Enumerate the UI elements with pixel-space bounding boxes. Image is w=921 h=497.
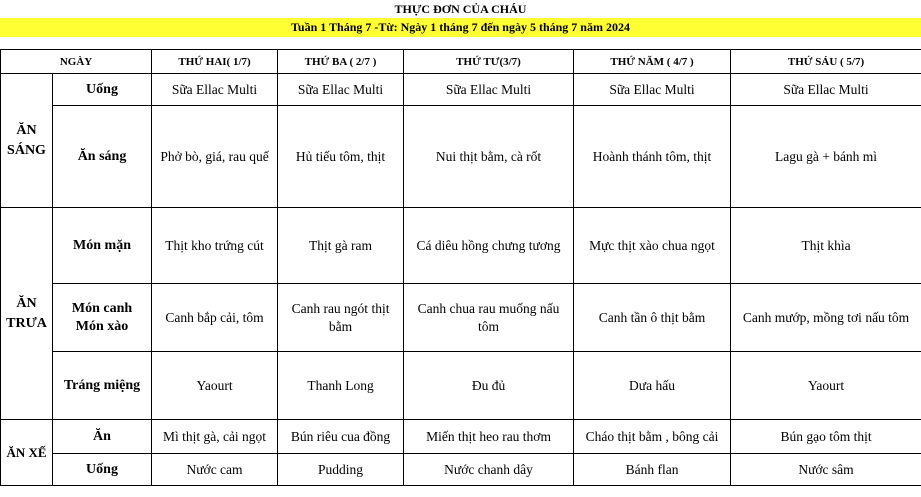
menu-table [0, 49, 921, 486]
snack-food-fri: Bún gạo tôm thịt [731, 420, 921, 454]
lunch-soup-wed-line2: tôm [478, 318, 500, 334]
col-header-tue: THỨ BA ( 2/7 ) [278, 50, 404, 74]
lunch-soup-thu: Canh tần ô thịt bằm [574, 284, 731, 352]
lunch-soup-wed [404, 284, 574, 352]
lunch-soup-label-line2: Món xào [75, 318, 129, 334]
lunch-savory-fri: Thịt khìa [731, 208, 921, 284]
breakfast-drink-wed: Sữa Ellac Multi [404, 74, 574, 106]
breakfast-food-tue: Hủ tiếu tôm, thịt [278, 106, 404, 208]
col-header-day: NGÀY [1, 50, 152, 74]
lunch-soup-label [53, 284, 152, 352]
breakfast-drink-row [1, 74, 921, 106]
breakfast-food-thu: Hoành thánh tôm, thịt [574, 106, 731, 208]
lunch-dessert-row [1, 352, 921, 420]
breakfast-food-mon: Phở bò, giá, rau quế [152, 106, 278, 208]
breakfast-drink-tue: Sữa Ellac Multi [278, 74, 404, 106]
lunch-label [1, 208, 53, 420]
lunch-soup-label-line1: Món canh [71, 300, 133, 316]
snack-drink-tue: Pudding [278, 454, 404, 486]
lunch-dessert-thu: Dưa hấu [574, 352, 731, 420]
lunch-soup-wed-line1: Canh chua rau muống nấu [417, 300, 560, 316]
lunch-savory-tue: Thịt gà ram [278, 208, 404, 284]
lunch-savory-row [1, 208, 921, 284]
snack-drink-fri: Nước sâm [731, 454, 921, 486]
breakfast-drink-thu: Sữa Ellac Multi [574, 74, 731, 106]
lunch-savory-wed: Cá diêu hồng chưng tương [404, 208, 574, 284]
lunch-savory-label: Món mặn [53, 208, 152, 284]
breakfast-food-wed: Nui thịt bằm, cà rốt [404, 106, 574, 208]
breakfast-drink-mon: Sữa Ellac Multi [152, 74, 278, 106]
snack-food-mon: Mì thịt gà, cải ngọt [152, 420, 278, 454]
breakfast-label-line2: SÁNG [7, 142, 46, 158]
snack-drink-thu: Bánh flan [574, 454, 731, 486]
lunch-soup-fri: Canh mướp, mồng tơi nấu tôm [731, 284, 921, 352]
lunch-label-line2: TRƯA [6, 315, 47, 331]
lunch-soup-tue [278, 284, 404, 352]
col-header-mon: THỨ HAI( 1/7) [152, 50, 278, 74]
snack-food-row [1, 420, 921, 454]
col-header-wed: THỨ TƯ(3/7) [404, 50, 574, 74]
snack-food-tue: Bún riêu cua đồng [278, 420, 404, 454]
breakfast-food-label: Ăn sáng [53, 106, 152, 208]
lunch-soup-tue-line1: Canh rau ngót thịt [291, 300, 390, 316]
breakfast-food-row [1, 106, 921, 208]
header-row [1, 50, 921, 74]
snack-drink-mon: Nước cam [152, 454, 278, 486]
lunch-dessert-label: Tráng miệng [53, 352, 152, 420]
breakfast-food-fri: Lagu gà + bánh mì [731, 106, 921, 208]
snack-food-label: Ăn [53, 420, 152, 454]
lunch-soup-row [1, 284, 921, 352]
lunch-soup-mon: Canh bắp cải, tôm [152, 284, 278, 352]
spacer [0, 37, 921, 49]
snack-label: ĂN XẾ [1, 420, 53, 486]
snack-drink-wed: Nước chanh dây [404, 454, 574, 486]
snack-food-wed: Miến thịt heo rau thơm [404, 420, 574, 454]
col-header-thu: THỨ NĂM ( 4/7 ) [574, 50, 731, 74]
lunch-dessert-mon: Yaourt [152, 352, 278, 420]
breakfast-drink-fri: Sữa Ellac Multi [731, 74, 921, 106]
snack-drink-row [1, 454, 921, 486]
menu-subtitle: Tuần 1 Tháng 7 -Từ: Ngày 1 tháng 7 đến ngày 5 tháng 7 năm 2024 [0, 18, 921, 37]
breakfast-label [1, 74, 53, 208]
breakfast-drink-label: Uống [53, 74, 152, 106]
snack-food-thu: Cháo thịt bằm , bông cải [574, 420, 731, 454]
lunch-dessert-fri: Yaourt [731, 352, 921, 420]
col-header-fri: THỨ SÁU ( 5/7) [731, 50, 921, 74]
lunch-savory-thu: Mực thịt xào chua ngọt [574, 208, 731, 284]
lunch-soup-tue-line2: bằm [328, 318, 353, 334]
lunch-dessert-tue: Thanh Long [278, 352, 404, 420]
lunch-savory-mon: Thịt kho trứng cút [152, 208, 278, 284]
lunch-dessert-wed: Đu đủ [404, 352, 574, 420]
breakfast-label-line1: ĂN [16, 122, 37, 138]
snack-drink-label: Uống [53, 454, 152, 486]
menu-title: THỰC ĐƠN CỦA CHÁU [0, 0, 921, 18]
lunch-label-line1: ĂN [16, 295, 37, 311]
